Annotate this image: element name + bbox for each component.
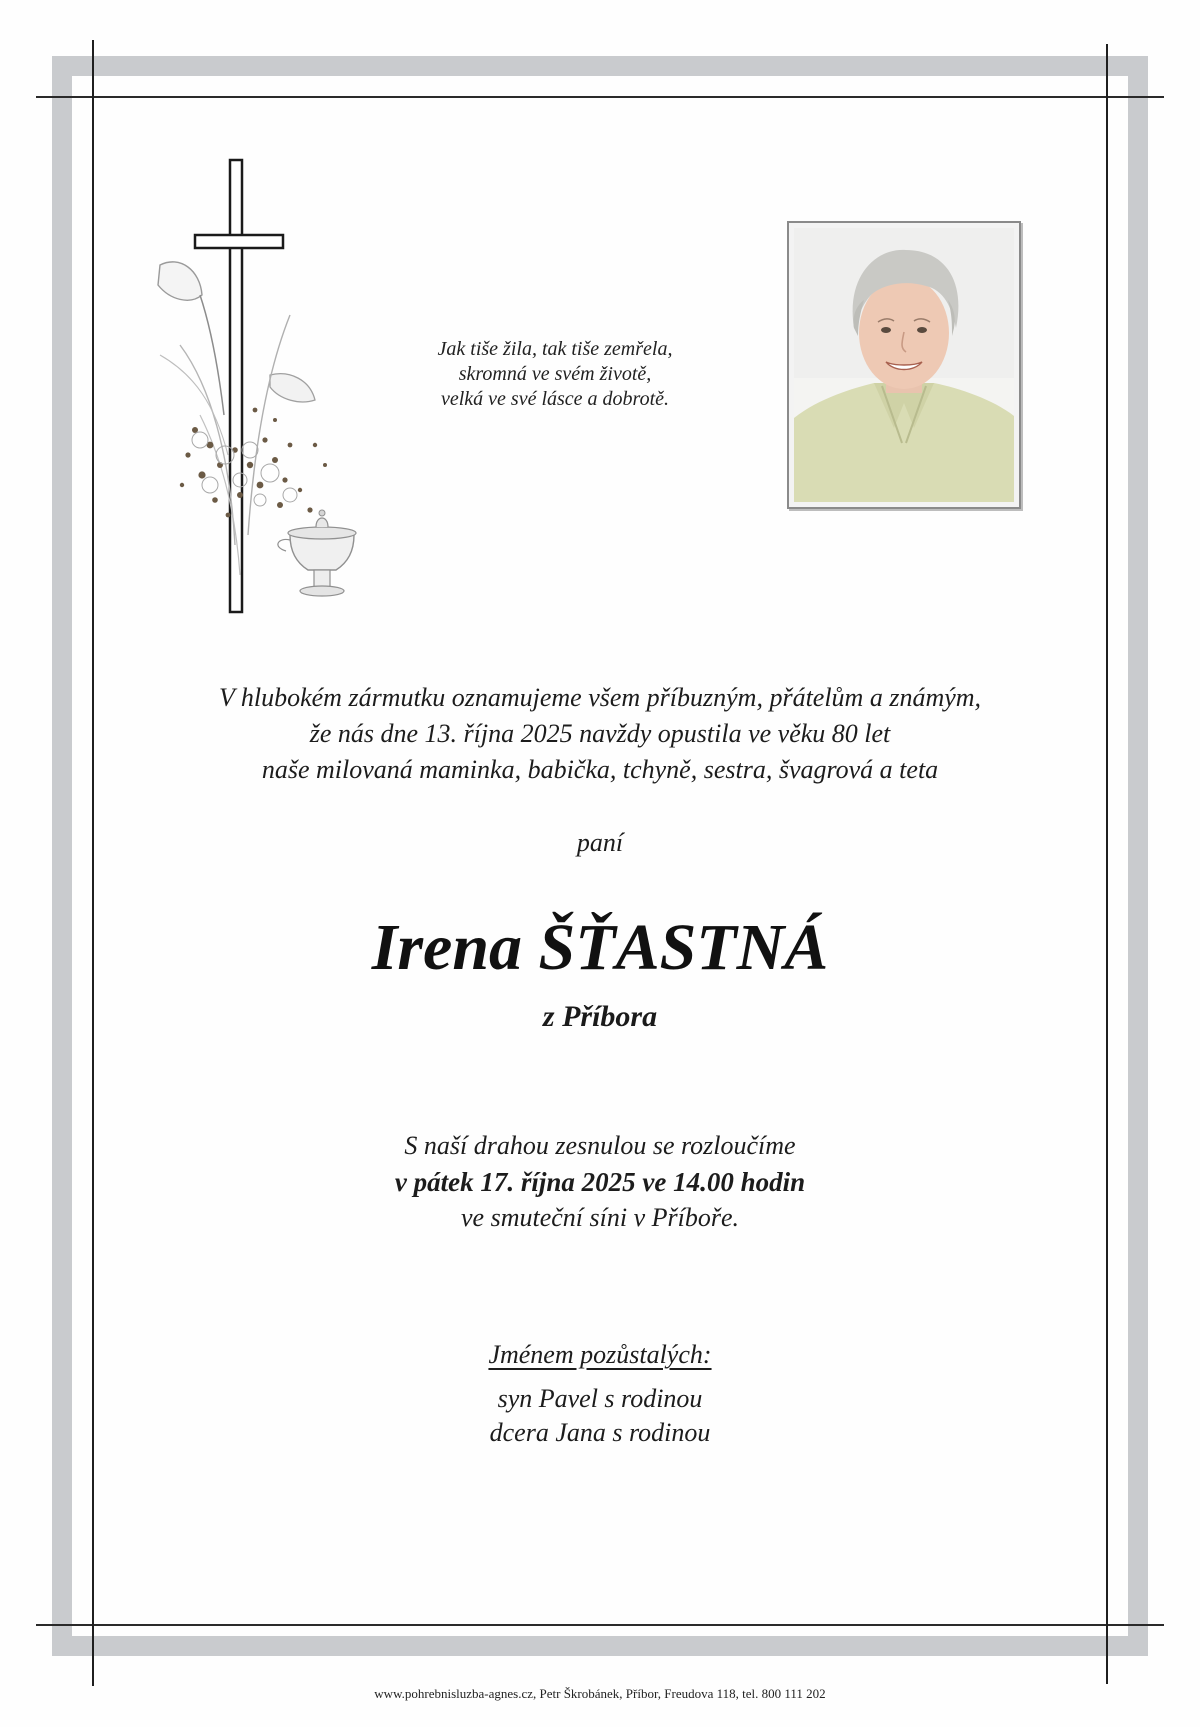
motto-line: velká ve své lásce a dobrotě. (440, 388, 670, 410)
announcement-line: naše milovaná maminka, babička, tchyně, sestra, švagrová a teta (261, 755, 939, 784)
top-rule-line (36, 96, 1164, 98)
farewell-intro: S naší drahou zesnulou se rozloučíme (404, 1131, 796, 1160)
right-rule-line (1106, 44, 1108, 1684)
survivor-item: dcera Jana s rodinou (489, 1418, 711, 1447)
farewell-place: ve smuteční síni v Příboře. (461, 1203, 739, 1232)
salutation: paní (576, 828, 624, 857)
announcement-line: V hlubokém zármutku oznamujeme všem příbuzným, přátelům a známým, (218, 683, 982, 712)
cross-with-lilies-icon (140, 155, 380, 615)
farewell-datetime: v pátek 17. října 2025 ve 14.00 hodin (394, 1167, 806, 1197)
survivor-item: syn Pavel s rodinou (497, 1384, 703, 1413)
announcement-line: že nás dne 13. října 2025 navždy opustila ve věku 80 let (309, 719, 891, 748)
survivors-block (300, 1338, 900, 1450)
deceased-name: Irena ŠŤASTNÁ (371, 911, 829, 984)
left-rule-line (92, 40, 94, 1686)
portrait-photo-frame (787, 221, 1021, 509)
farewell-details (200, 1128, 1000, 1236)
death-announcement (120, 680, 1080, 788)
funeral-service-footer: www.pohrebnisluzba-agnes.cz, Petr Škrobánek, Příbor, Freudova 118, tel. 800 111 202 (374, 1686, 826, 1701)
motto-line: skromná ve svém životě, (458, 363, 652, 385)
deceased-origin: z Příbora (542, 1000, 658, 1033)
motto-verse (400, 337, 710, 412)
survivors-heading: Jménem pozůstalých: (488, 1340, 712, 1369)
bottom-rule-line (36, 1624, 1164, 1626)
motto-line: Jak tiše žila, tak tiše zemřela, (437, 338, 673, 360)
portrait-photo (794, 228, 1014, 502)
